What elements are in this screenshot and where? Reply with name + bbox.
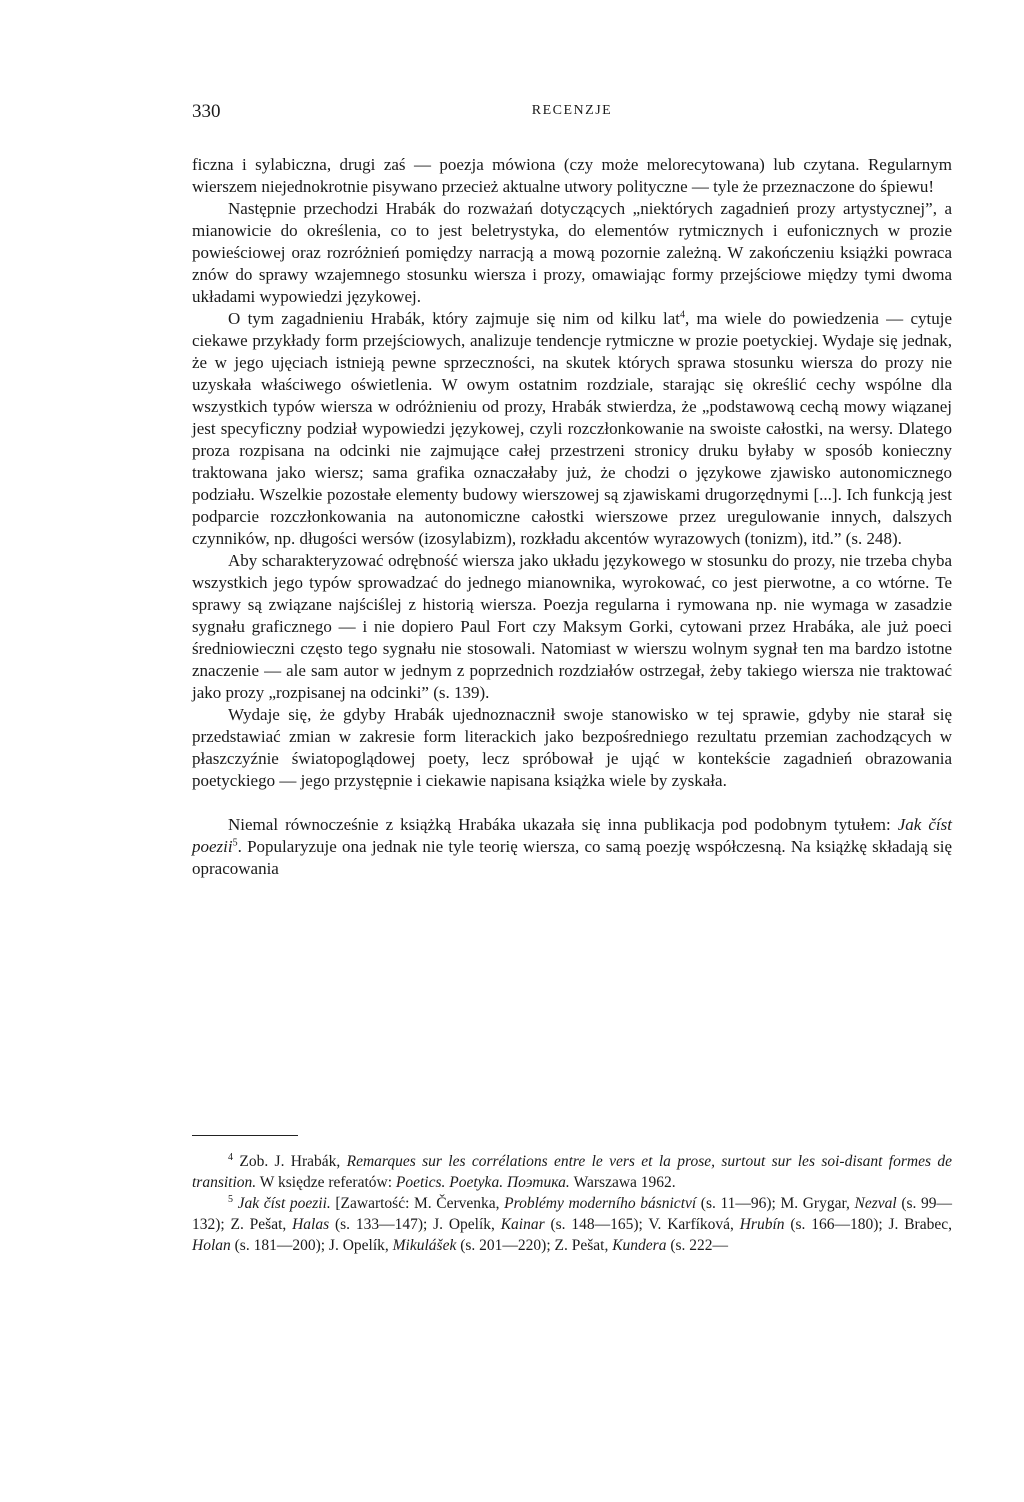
footnote-text: (s. 133—147); J. Opelík, — [329, 1216, 501, 1233]
footnote-text: (s. 201—220); Z. Pešat, — [456, 1237, 613, 1254]
work-title: Problémy moderního básnictví — [504, 1195, 697, 1212]
paragraph-text: O tym zagadnieniu Hrabák, który zajmuje się nim od kilku lat — [228, 309, 680, 328]
work-title: Nezval — [854, 1195, 897, 1212]
work-title: Holan — [192, 1237, 231, 1254]
work-title: Halas — [292, 1216, 330, 1233]
footnote-text: [Zawartość: M. Červenka, — [330, 1195, 505, 1212]
work-title: Kundera — [612, 1237, 667, 1254]
footnote-mark: 5 — [228, 1193, 233, 1205]
paragraph — [192, 814, 952, 880]
page-header — [192, 101, 952, 127]
work-title: Mikulášek — [392, 1237, 457, 1254]
footnote-text: (s. 166—180); J. Brabec, — [784, 1216, 952, 1233]
paragraph — [192, 308, 952, 550]
footnote-mark: 4 — [228, 1151, 233, 1163]
footnote-text: (s. 222— — [666, 1237, 729, 1254]
paragraph-text: . Popularyzuje ona jednak nie tyle teorię wiersza, co samą poezję współczesną. Na książkę składają się opracowania — [192, 837, 952, 878]
running-head: RECENZJE — [531, 103, 613, 118]
body-text — [192, 154, 952, 880]
page-number: 330 — [192, 101, 221, 122]
paragraph: Następnie przechodzi Hrabák do rozważań dotyczących „niektórych zagadnień prozy artystycznej”, a mianowicie do określenia, co to jest beletrystyka, do elementów rytmicznych i eufonicznych w prozie powieściowej oraz rozróżnień pomiędzy narracją a mową pozornie zależną. W zakończeniu książki powraca znów do sprawy wzajemnego stosunku wiersza i prozy, omawiając formy przejściowe między tymi dwoma układami wypowiedzi językowej. — [192, 199, 952, 306]
work-title: Hrubín — [739, 1216, 785, 1233]
book-title: Poetics. Poetyka. Поэтика. — [395, 1174, 570, 1191]
book-title: Jak číst poezii. — [237, 1195, 331, 1212]
book-title: Jak číst poezii — [192, 815, 952, 856]
paragraph: Wydaje się, że gdyby Hrabák ujednoznacznił swoje stanowisko w tej sprawie, gdyby nie starał się przedstawiać zmian w zakresie form literackich jako bezpośredniego rezultatu przemian zachodzących w płaszczyźnie światopoglądowej poety, lecz spróbował je ująć w kontekście zagadnień obrazowania poetyckiego — jego przystępnie i ciekawie napisana książka wiele by zyskała. — [192, 705, 952, 790]
footnote-ref-4: 4 — [679, 309, 685, 321]
footnote-text: W księdze referatów: — [256, 1174, 396, 1191]
paragraph: ficzna i sylabiczna, drugi zaś — poezja mówiona (czy może melorecytowana) lub czytana. Regularnym wierszem niejednokrotnie pisywano przecież aktualne utwory polityczne — tyle że przeznaczone do śpiewu! — [192, 155, 952, 196]
paragraph: Aby scharakteryzować odrębność wiersza jako układu językowego w stosunku do prozy, nie trzeba chyba wszystkich jego typów sprowadzać do jednego mianownika, wyrokować, co jest pierwotne, a co wtórne. Te sprawy są związane najściślej z historią wiersza. Poezja regularna i rymowana np. nie wymaga w zasadzie sygnału graficznego — i nie dopiero Paul Fort czy Maksym Gorki, cytowani przez Hrabáka, ale już poeci średniowieczni często tego sygnału nie stosowali. Natomiast w wierszu wolnym sygnał ten ma bardzo istotne znaczenie — ale sam autor w jednym z poprzednich rozdziałów ostrzegał, żeby takiego wiersza nie traktować jako prozy „rozpisanej na odcinki” (s. 139). — [192, 551, 952, 702]
footnote-text: (s. 99—132); Z. Pešat, — [192, 1195, 952, 1233]
footnote-5 — [192, 1193, 952, 1256]
footnote-ref-5: 5 — [232, 837, 238, 849]
work-title: Kainar — [500, 1216, 545, 1233]
footnotes — [192, 1151, 952, 1256]
paragraph-text: , ma wiele do powiedzenia — cytuje ciekawe przykłady form przejściowych, analizuje tendencje rytmiczne w prozie poetyckiej. Wydaje się jednak, że w jego ujęciach istnieją pewne sprzeczności, na skutek których sprawa stosunku wiersza do prozy nie uzyskała właściwego oświetlenia. W owym ostatnim rozdziale, starając się określić cechy wspólne dla wszystkich typów wiersza w odróżnieniu od prozy, Hrabák stwierdza, że „podstawową cechą mowy wiązanej jest specyficzny podział wypowiedzi językowej, czyli rozczłonkowanie na swoiste całostki, na wersy. Dlatego proza rozpisana na odcinki nie zajmujące całej przestrzeni stronicy druku byłaby w sposób konieczny traktowana jako wiersz; sama grafika oznaczałaby już, że chodzi o językowe zjawisko autonomicznego podziału. Wszelkie pozostałe elementy budowy wierszowej są zjawiskami drugorzędnymi [...]. Ich funkcją jest podparcie rozczłonkowania na autonomiczne całostki wierszowe przez uregulowanie innych, dalszych czynników, np. długości wersów (izosylabizm), rozkładu akcentów wyrazowych (tonizm), itd.” (s. 248). — [192, 309, 952, 548]
footnote-text: (s. 148—165); V. Karfíková, — [544, 1216, 740, 1233]
footnote-4 — [192, 1151, 952, 1193]
footnote-text: Warszawa 1962. — [569, 1174, 676, 1191]
work-title: Remarques sur les corrélations entre le vers et la prose, surtout sur les soi-disant formes de transition. — [192, 1153, 952, 1191]
footnote-text: (s. 11—96); M. Grygar, — [696, 1195, 855, 1212]
footnote-text: Zob. J. Hrabák, — [233, 1153, 347, 1170]
footnote-text: (s. 181—200); J. Opelík, — [230, 1237, 393, 1254]
footnote-divider — [192, 1135, 298, 1136]
paragraph-text: Niemal równocześnie z książką Hrabáka ukazała się inna publikacja pod podobnym tytułem: — [228, 815, 898, 834]
